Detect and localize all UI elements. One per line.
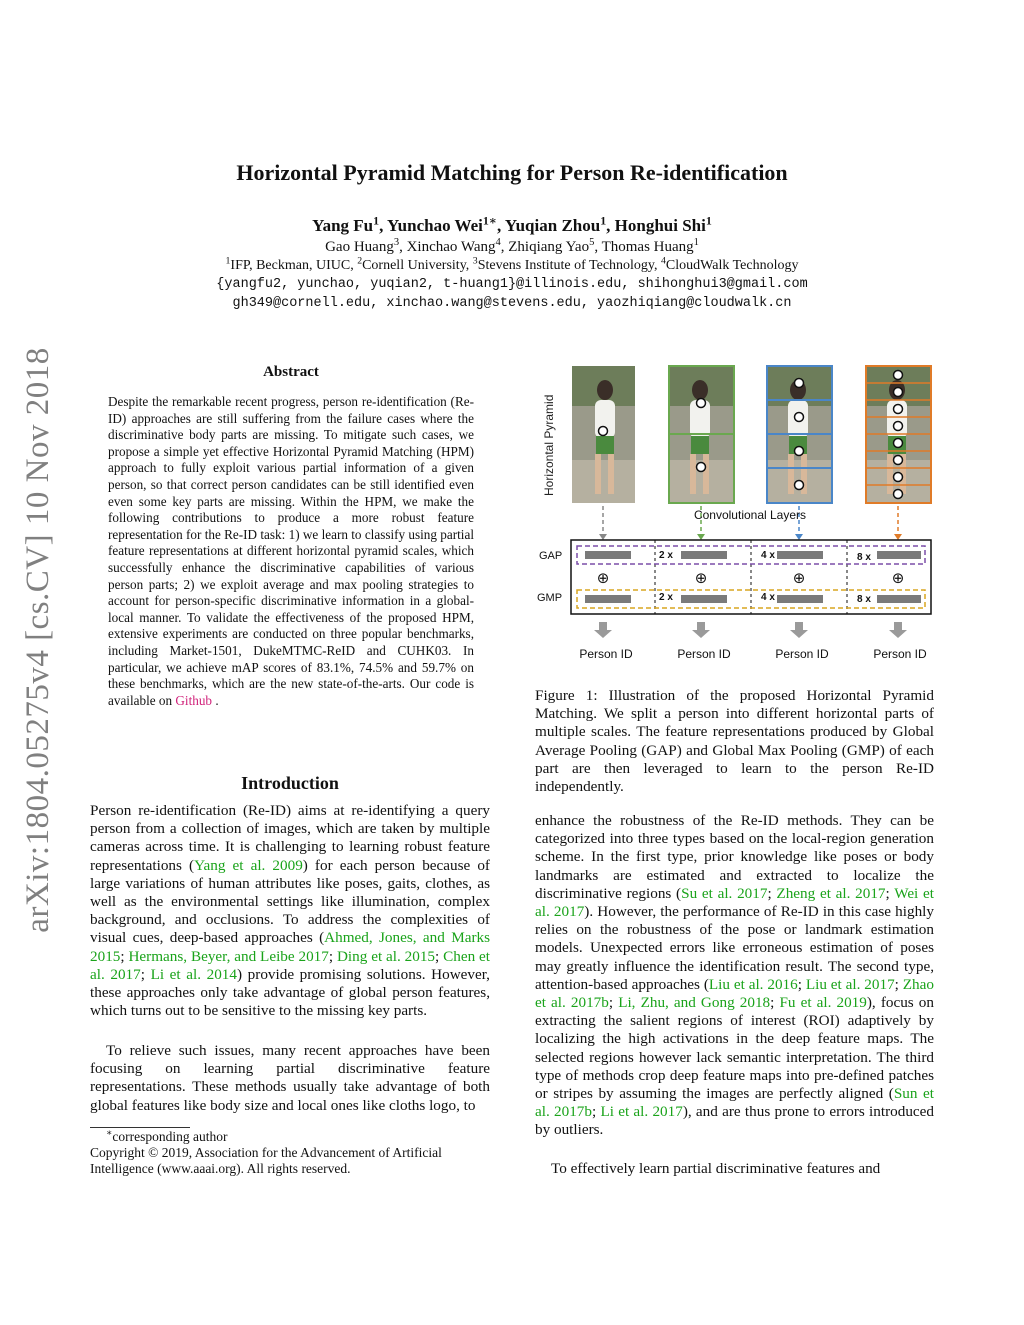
text-run: ; <box>894 975 903 993</box>
author-secondary-2: Zhiqiang Yao$^5$ <box>508 237 595 255</box>
text-run: ), focus on extracting the salient regions of interest (ROI) adaptively by localizing the high activations in the deep feature maps. The selected regions however lack semantic interpretation. The third type of methods crop deep feature maps into pre-defined patches or stripes by assuming the images are perfectly aligned ( <box>535 994 934 1103</box>
authors-line1: Yang Fu$^1$, Yunchao Wei$^{1∗}$, Yuqian Zhou$^1$, Honghui Shi$^1$ <box>312 213 712 235</box>
figure-y-label: Horizontal Pyramid <box>542 394 556 496</box>
text-run: enhance the robustness of the Re-ID methods. They can be categorized into three types based on the local-region generation scheme. In the first type, prior knowledge like poses or body landmarks are estimated and extracted to localize the discriminative regions ( <box>535 812 934 902</box>
affiliation-0: IFP, Beckman, UIUC <box>230 258 351 273</box>
introduction-paragraph-2: To relieve such issues, many recent approaches have been focusing on learning partial discriminative feature representations. These methods usually take advantage of both global features like body size and local ones like cloths logo, to <box>90 1042 490 1114</box>
text-run: ; <box>797 975 806 993</box>
citation-link[interactable]: Yang et al. 2009 <box>194 856 303 874</box>
abstract-body <box>108 394 474 709</box>
output-person-id-2: Person ID <box>677 647 731 661</box>
text-run: Person re-identification (Re-ID) aims at re-identifying a query person from a collection of images, which are taken by multiple cameras across time. It is challenging to learning robust feature representations ( <box>90 802 490 874</box>
citation-link[interactable]: Hermans, Beyer, and Leibe 2017 <box>128 947 329 965</box>
citation-link[interactable]: Liu et al. 2016 <box>708 975 798 993</box>
author-primary-3: Honghui Shi$^1$ <box>614 213 712 235</box>
abstract-end: . <box>212 692 219 708</box>
figure-1-caption: Figure 1: Illustration of the proposed Horizontal Pyramid Matching. We split a person into different horizontal parts of multiple scales. The feature representations produced by Global Average Pooling (GAP) and Global Max Pooling (GMP) of each part are then leveraged to learn to the person Re-ID independently. <box>535 687 934 796</box>
author-primary-2: Yuqian Zhou$^1$ <box>504 213 607 235</box>
output-person-id-3: Person ID <box>775 647 829 661</box>
affiliation-1: Cornell University <box>362 258 466 273</box>
gmp-label: GMP <box>537 592 563 604</box>
citation-link[interactable]: Liu et al. 2017 <box>805 975 895 993</box>
multiplier-4x-gap: 4 x <box>761 550 775 561</box>
citation-link[interactable]: Li, Zhu, and Gong 2018 <box>618 994 771 1012</box>
abstract-text: Despite the remarkable recent progress, person re-identification (Re-ID) approaches are still suffering from the failure cases where the discriminative body parts are missing. To mitigate such cases, we propose a simple yet effective Horizontal Pyramid Matching (HPM) approach to fully exploit various partial information of a given person, so that correct person candidates can be still identified even even some key parts are missing. Within the HPM, we make the following contributions to produce a more robust feature representation for the Re-ID task: 1) we learn to classify using partial feature representations at different horizontal pyramid scales, which successfully enhance the discriminative capabilities of various person parts; 2) we exploit average and max pooling strategies to account for person-specific discriminative information in a global-local manner. To validate the effectiveness of the proposed HPM, extensive experiments are conducted on three popular benchmarks, including Market-1501, DukeMTMC-ReID and CUHK03. In particular, we achieve mAP scores of 83.1%, 74.5% and 59.7% on these benchmarks, which are the new state-of-the-arts. Our code is available on <box>108 394 474 708</box>
plus-3: ⊕ <box>792 569 806 587</box>
author-primary-0: Yang Fu$^1$ <box>312 213 380 235</box>
multiplier-4x-gmp: 4 x <box>761 592 775 603</box>
citation-link[interactable]: Zhao et al. 2017b <box>535 975 934 1012</box>
text-run: ), and are thus prone to errors introduced by outliers. <box>535 1103 934 1139</box>
right-column-paragraph-2: To effectively learn partial discriminative features and <box>551 1160 881 1177</box>
author-secondary-1: Xinchao Wang$^4$ <box>406 237 501 255</box>
affiliation-3: CloudWalk Technology <box>665 258 799 273</box>
hpm-diagram <box>535 360 935 670</box>
text-run: ; <box>591 1103 601 1121</box>
text-run: ; <box>328 947 337 965</box>
text-run: ; <box>767 884 777 902</box>
output-arrows <box>594 622 907 638</box>
citation-link[interactable]: Li et al. 2017 <box>600 1103 683 1121</box>
right-column-paragraph-1 <box>535 812 934 1140</box>
plus-4: ⊕ <box>891 569 905 587</box>
multiplier-8x-gmp: 8 x <box>857 594 871 605</box>
emails-line1: {yangfu2, yunchao, yuqian2, t-huang1}@illinois.edu, shihonghui3@gmail.com <box>216 277 808 292</box>
conv-layers-label: Convolutional Layers <box>693 508 807 522</box>
text-run: ; <box>885 884 895 902</box>
text-run: ). However, the performance of Re-ID in this case highly relies on the robustness of the pose or landmark estimation models. Unexpected errors like erroneous estimation of poses may greatly influence the identification result. The second type, attention-based approaches ( <box>535 903 934 993</box>
citation-link[interactable]: Zheng et al. 2017 <box>776 884 886 902</box>
citation-link[interactable]: Li et al. 2014 <box>150 965 237 983</box>
output-person-id-4: Person ID <box>873 647 927 661</box>
gap-label: GAP <box>539 550 563 562</box>
text-run: ) for each person because of large variations of human attributes like poses, gaits, clothes, as well as the environmental settings like illumination, complex background, and occlusions. To address the complexities of visual cues, deep-based approaches ( <box>90 856 490 947</box>
authors-line2: Gao Huang$^3$, Xinchao Wang$^4$, Zhiqiang Yao$^5$, Thomas Huang$^1$ <box>325 237 699 255</box>
footnote-corresponding: corresponding author <box>112 1129 228 1144</box>
paper-title: Horizontal Pyramid Matching for Person Re-identification <box>236 160 788 185</box>
citation-link[interactable]: Ding et al. 2015 <box>336 947 436 965</box>
introduction-heading: Introduction <box>241 773 339 793</box>
text-run: ; <box>770 994 780 1012</box>
github-link[interactable]: Github <box>175 692 213 708</box>
multiplier-2x-gmp: 2 x <box>659 592 673 603</box>
text-run: ; <box>435 947 444 965</box>
input-arrowheads <box>599 534 902 540</box>
footnote-copyright: Copyright © 2019, Association for the Advancement of Artificial Intelligence (www.aaai.org). All rights reserved. <box>90 1145 442 1177</box>
person-image-4 <box>866 366 931 503</box>
multiplier-2x-gap: 2 x <box>659 550 673 561</box>
citation-link[interactable]: Sun et al. 2017b <box>535 1085 934 1121</box>
text-run: ; <box>120 947 129 965</box>
abstract-heading: Abstract <box>263 364 319 380</box>
citation-link[interactable]: Fu et al. 2019 <box>779 994 867 1012</box>
person-image-2 <box>669 366 734 503</box>
footnote: ∗corresponding author Copyright © 2019, Association for the Advancement of Artificial Intelligence (www.aaai.org). All rights reserved. <box>90 1129 490 1178</box>
person-image-3 <box>767 366 832 503</box>
author-secondary-3: Thomas Huang$^1$ <box>601 237 699 255</box>
citation-link[interactable]: Su et al. 2017 <box>681 884 768 902</box>
plus-2: ⊕ <box>694 569 708 587</box>
citation-link[interactable]: Chen et al. 2017 <box>90 947 491 983</box>
text-run: ; <box>140 965 151 983</box>
affiliations: $^1$IFP, Beckman, UIUC, $^2$Cornell University, $^3$Stevens Institute of Technology, $^4$CloudWalk Technology <box>225 255 799 273</box>
author-primary-1: Yunchao Wei$^{1∗}$ <box>386 213 498 235</box>
person-image-1 <box>572 366 635 503</box>
text-run: ; <box>608 994 619 1012</box>
citation-link[interactable]: Wei et al. 2017 <box>535 884 934 921</box>
introduction-paragraph-1 <box>90 802 490 1020</box>
text-run: ) provide promising solutions. However, these approaches only take advantage of global person features, which turns out to be sensitive to the missing key parts. <box>90 965 490 1020</box>
plus-1: ⊕ <box>596 569 610 587</box>
arxiv-stamp: arXiv:1804.05275v4 [cs.CV] 10 Nov 2018 <box>20 347 56 933</box>
affiliation-2: Stevens Institute of Technology <box>477 258 655 273</box>
multiplier-8x-gap: 8 x <box>857 552 871 563</box>
figure-1 <box>535 360 935 670</box>
emails-line2: gh349@cornell.edu, xinchao.wang@stevens.edu, yaozhiqiang@cloudwalk.cn <box>232 296 792 311</box>
citation-link[interactable]: Ahmed, Jones, and Marks 2015 <box>90 929 491 965</box>
author-secondary-0: Gao Huang$^3$ <box>325 237 400 255</box>
footnote-rule <box>90 1127 190 1128</box>
output-person-id-1: Person ID <box>579 647 633 661</box>
